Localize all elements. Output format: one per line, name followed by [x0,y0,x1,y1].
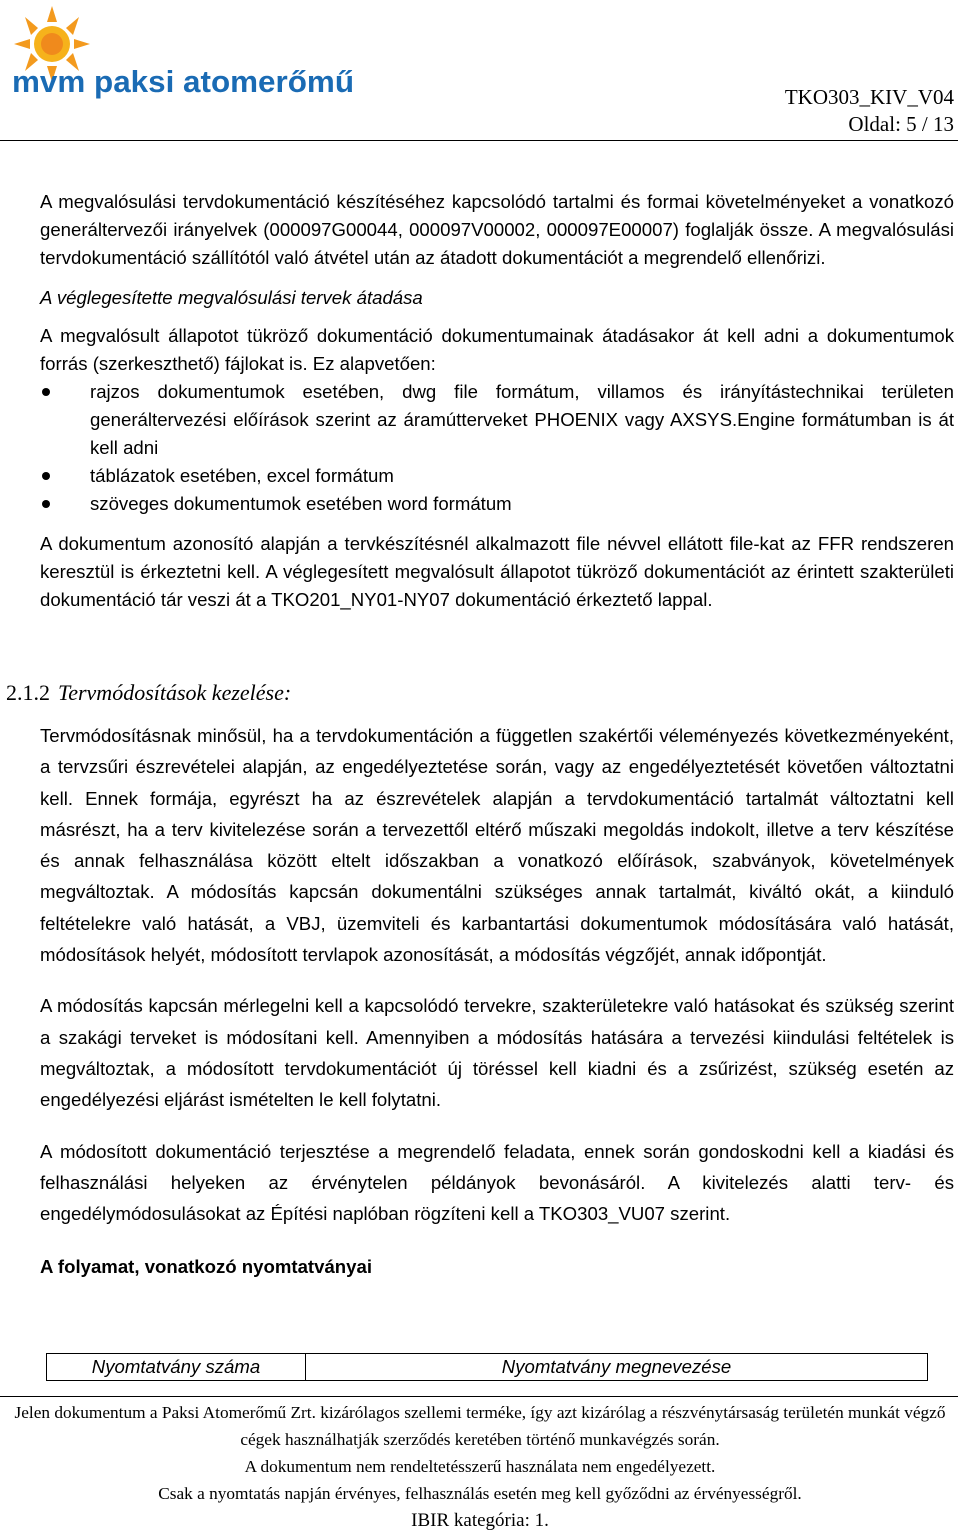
list-item: rajzos dokumentumok esetében, dwg file formátum, villamos és irányítástechnikai területen generáltervezési előírások szerint az áramútterveket PHOENIX vagy AXSYS.Engine formátumban is át kell adni [40,378,954,462]
column-header-form-number: Nyomtatvány száma [47,1354,306,1381]
bullet-icon [42,500,50,508]
document-id-block [785,84,954,138]
intro-paragraph: A megvalósulási tervdokumentáció készítéséhez kapcsolódó tartalmi és formai követelményeket a vonatkozó generáltervezői irányelvek (000097G00044, 000097V00002, 000097E00007) foglalják össze. A megvalósulási tervdokumentáció szállítótól való átvétel után az átadott dokumentációt a megrendelő ellenőrizi. [40,191,954,268]
copyright-notice: Jelen dokumentum a Paksi Atomerőmű Zrt. kizárólagos szellemi terméke, így azt kizárólag a részvénytársaság területén munkát végző cégek használhatják szerződés keretében történő munkavégzés során. [14,1403,946,1449]
forms-table [46,1353,928,1381]
section-number: 2.1.2 [6,680,50,705]
modification-definition-paragraph: Tervmódosításnak minősül, ha a tervdokumentáción a független szakértői véleményezés következményeként, a tervzsűri észrevételei alapján, az engedélyeztetése során, vagy az engedélyeztetését követően változtatni kell. Ennek formája, egyrészt ha az észrevételek alapján a tervdokumentáció tartalmát változtatni kell másrészt, ha a terv kivitelezése során a tervezettől eltérő műszaki megoldás indokolt, illetve a terv készítése és annak felhasználása között eltelt időszakban a vonatkozó előírások, szabványok, követelmények megváltoztak. A módosítás kapcsán dokumentálni szükséges annak tartalmát, kiváltó okát, a kiinduló feltételekre való hatását, a VBJ, üzemviteli és karbantartási dokumentumok módosítására való hatását, módosítások helyét, módosított tervlapok azonosítását, a módosítás végzőjét, annak időpontját. [40,725,954,966]
section-content [40,720,954,1300]
document-code: TKO303_KIV_V04 [784,85,954,109]
registration-paragraph: A dokumentum azonosító alapján a tervkészítésnél alkalmazott file névvel ellátott file-kat az FFR rendszeren keresztül is érkeztetni kell. A véglegesített megvalósult állapotot tükröző dokumentációt az érintett szakterületi dokumentáció tár veszi át a TKO201_NY01-NY07 dokumentáció érkeztető lappal. [40,533,954,610]
ibir-category: IBIR kategória: 1. [411,1510,549,1531]
list-item: szöveges dokumentumok esetében word formátum [40,490,954,518]
column-header-form-name: Nyomtatvány megnevezése [306,1354,928,1381]
company-logo [4,4,364,104]
footer-divider [0,1396,958,1397]
page-number: Oldal: 5 / 13 [848,112,954,136]
main-content [40,188,954,614]
section-heading [6,678,291,708]
section-title: Tervmódosítások kezelése: [58,680,292,705]
impact-assessment-paragraph: A módosítás kapcsán mérlegelni kell a kapcsolódó tervekre, szakterületekre való hatásokat és szükség szerint a szakági terveket is módosítani kell. Amennyiben a módosítás hatására a tervezési kiindulási feltételek is megváltoztak, a módosított tervdokumentációt új töréssel kell kiadni és a zsűrizést, szükség esetén az engedélyezési eljárást ismételten le kell folytatni. [40,995,954,1111]
usage-notice: A dokumentum nem rendeltetésszerű használata nem engedélyezett. [244,1457,716,1476]
handover-paragraph: A megvalósult állapotot tükröző dokumentáció dokumentumainak átadásakor át kell adni a dokumentumok forrás (szerkeszthető) fájlokat is. Ez alapvetően: [40,325,954,374]
validity-notice: Csak a nyomtatás napján érvényes, felhasználás esetén meg kell győződni az érvényességről. [158,1484,802,1503]
subheading-italic: A véglegesítette megvalósulási tervek átadása [40,287,423,308]
list-item: táblázatok esetében, excel formátum [40,462,954,490]
logo-text: mvm paksi atomerőmű [12,64,354,99]
format-list [40,378,954,518]
bullet-icon [42,472,50,480]
page-header [0,0,960,145]
table-header-row [47,1354,928,1381]
forms-heading: A folyamat, vonatkozó nyomtatványai [40,1256,373,1278]
header-divider [0,140,958,141]
page-footer [0,1399,960,1534]
distribution-paragraph: A módosított dokumentáció terjesztése a megrendelő feladata, ennek során gondoskodni kell a kiadási és felhasználási helyeken az érvénytelen példányok bevonásáról. A kivitelezés alatti terv- és engedélymódosulásokat az Építési naplóban rögzíteni kell a TKO303_VU07 szerint. [40,1140,954,1225]
bullet-icon [42,388,50,396]
